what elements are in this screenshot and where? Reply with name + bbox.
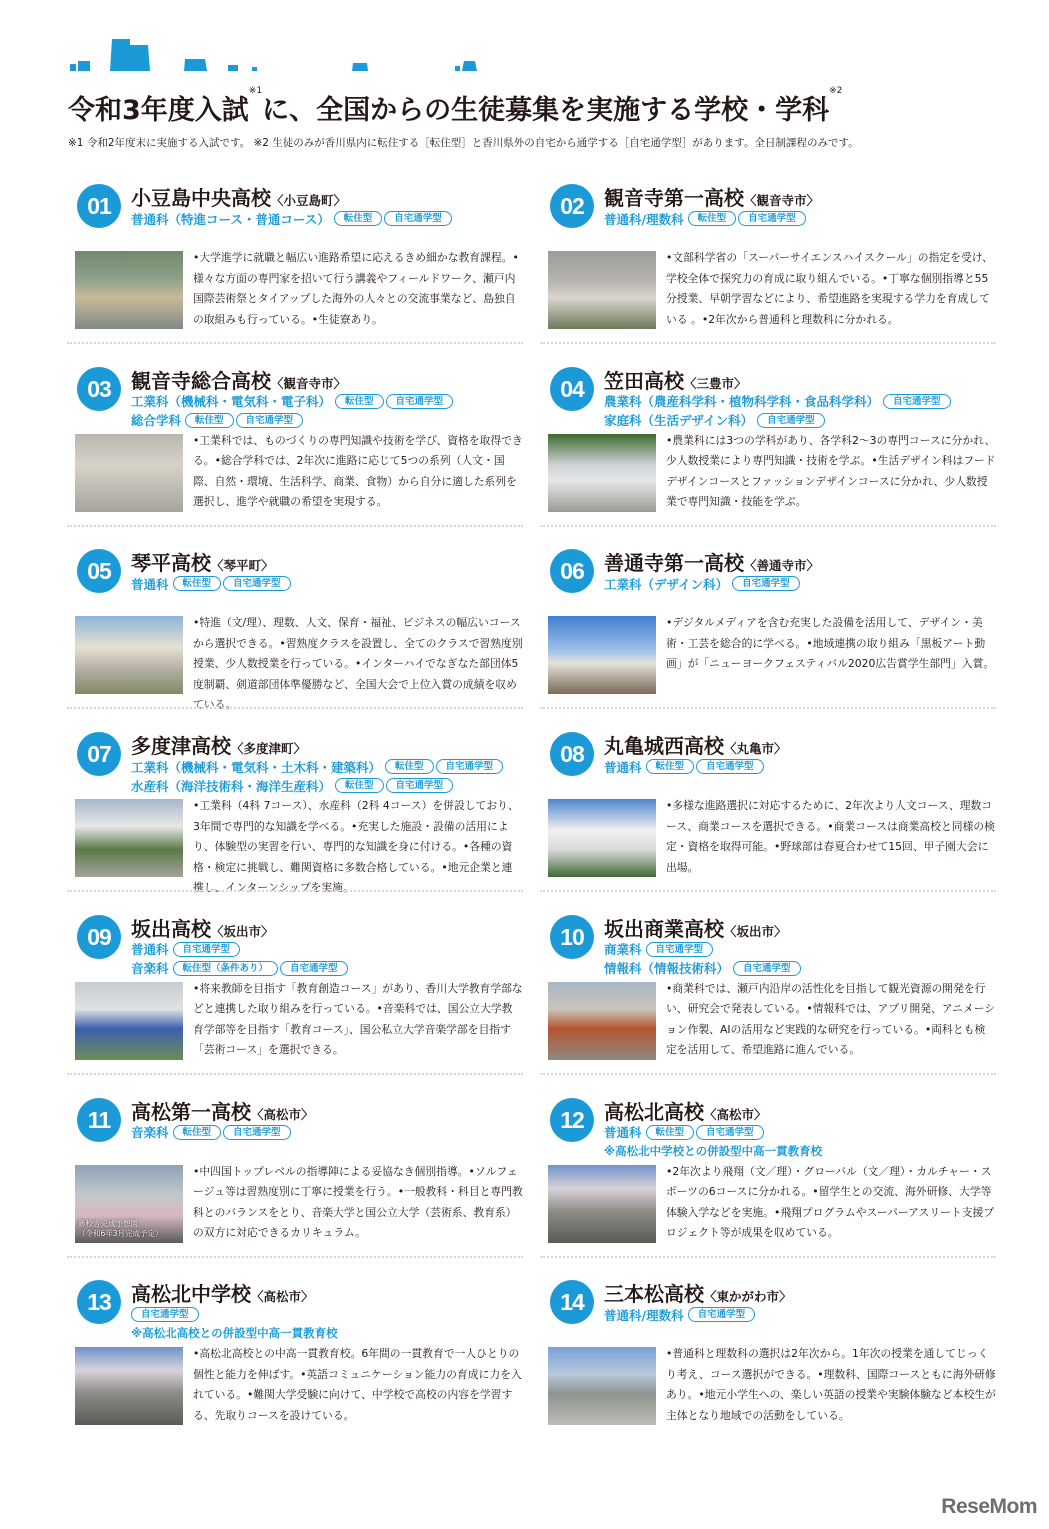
school-location: 〈東かがわ市〉 [704, 1289, 792, 1305]
department-row [604, 959, 803, 978]
department-name: 普通科 [604, 1125, 642, 1140]
department-row [604, 1305, 757, 1324]
photo-caption [78, 1219, 163, 1239]
school-description: •文部科学省の「スーパーサイエンスハイスクール」の指定を受け、学校全体で探究力の育成に取り組んでいる。•丁寧な個別指導と55分授業、早朝学習などにより、希望進路を実現する学力を育成している 。•2年次から普通科と理数科に分かれる。 [666, 251, 993, 326]
school-number-badge: 13 [77, 1280, 121, 1324]
school-name-text: 小豆島中央高校 [131, 186, 271, 210]
school-photo [548, 982, 656, 1060]
school-entry [75, 1092, 525, 1274]
school-photo [548, 799, 656, 877]
school-location: 〈善通寺市〉 [744, 558, 820, 574]
department-name: 工業科（機械科・電気科・電子科） [131, 394, 332, 410]
school-entry [548, 726, 998, 908]
admission-type-tag: 自宅通学型 [173, 942, 241, 957]
school-entry [75, 178, 525, 360]
school-number-badge: 03 [77, 367, 121, 411]
school-location: 〈坂出市〉 [211, 923, 274, 939]
school-name-text: 多度津高校 [131, 734, 231, 759]
school-entry [75, 909, 525, 1091]
admission-type-tag: 自宅通学型 [386, 394, 454, 409]
department-list [604, 1305, 757, 1324]
admission-type-tag: 転住型（条件あり） [173, 961, 279, 976]
school-name [131, 182, 346, 211]
admission-type-tag: 自宅通学型 [236, 413, 304, 428]
admission-type-tag: 自宅通学型 [757, 413, 825, 428]
admission-type-tag: 自宅通学型 [223, 1125, 291, 1140]
school-entry [548, 1092, 998, 1274]
title-part-2: に、全国からの生徒募集を実施する学校・学科 [262, 95, 830, 126]
admission-type-tag: 自宅通学型 [688, 1307, 756, 1322]
school-entry [548, 909, 998, 1091]
school-location: 〈高松市〉 [251, 1289, 314, 1305]
admission-type-tag: 自宅通学型 [732, 576, 800, 591]
school-description: •中四国トップレベルの指導陣による妥協なき個別指導。•ソルフェージュ等は習熟度別に丁寧に授業を行う。•一般教科・科目と専門教科とのバランスをとり、音楽大学と国公立大学（芸術系、教育系）の双方に対応できるカリキュラム。 [193, 1164, 523, 1239]
admission-type-tag: 転住型 [334, 211, 383, 226]
school-location: 〈観音寺市〉 [271, 375, 347, 391]
admission-type-tag: 自宅通学型 [223, 576, 291, 591]
admission-type-tag: 自宅通学型 [696, 1125, 764, 1140]
department-row [604, 757, 766, 776]
footnote-mark-1: ※1 [248, 86, 263, 96]
divider [540, 890, 996, 892]
school-name [604, 1278, 792, 1307]
department-list [604, 1123, 822, 1161]
admission-type-tag: 自宅通学型 [733, 961, 801, 976]
school-description: •デジタルメディアを含む充実した設備を活用して、デザイン・美術・工芸を総合的に学べる。•地域連携の取り組み「黒板アート動画」が「ニューヨークフェスティバル2020広告賞学生部門」入賞。 [666, 616, 995, 671]
school-description: •2年次より飛翔（文／理）・グローバル（文／理）・カルチャー・スポーツの6コースに分かれる。•留学生との交流、海外研修、大学等体験入学などを実施。•飛翔プログラムやスーパーアスリート支援プロジェクト等が成果を収めている。 [666, 1164, 995, 1239]
school-note: ※高松北高校との併設型中高一貫教育校 [131, 1326, 338, 1341]
admission-type-tag: 自宅通学型 [131, 1307, 199, 1322]
school-name-text: 観音寺総合高校 [131, 368, 271, 393]
department-name: 音楽科 [131, 1125, 169, 1140]
admission-type-tag: 転住型 [688, 211, 737, 226]
school-description: •普通科と理数科の選択は2年次から。1年次の授業を通してじっくり考え、コース選択ができる。•理数科、国際コースともに海外研修あり。•地元小学生への、楽しい英語の授業や実験体験など本校生が主体となり地域での活動をしている。 [666, 1347, 996, 1422]
school-name [604, 913, 787, 942]
department-list [131, 209, 454, 228]
school-note: ※高松北中学校との併設型中高一貫教育校 [604, 1143, 823, 1158]
school-name [604, 547, 819, 576]
admission-type-tag: 転住型 [173, 576, 222, 591]
department-list [131, 1123, 293, 1142]
school-name [604, 730, 787, 759]
divider [540, 525, 996, 527]
school-photo [548, 251, 656, 329]
school-name-text: 観音寺第一高校 [604, 186, 744, 210]
department-row [131, 757, 505, 776]
divider [67, 1073, 523, 1075]
admission-type-tag: 転住型 [335, 778, 384, 793]
school-number-badge: 12 [550, 1098, 594, 1142]
department-name: 家庭科（生活デザイン科） [604, 413, 754, 429]
department-row [131, 574, 293, 593]
school-number-badge: 08 [550, 732, 594, 776]
department-name: 水産科（海洋技術科・海洋生産科） [131, 778, 332, 794]
school-entry [75, 726, 525, 908]
divider [540, 707, 996, 709]
department-list [604, 574, 802, 593]
department-name: 情報科（情報技術科） [604, 961, 730, 977]
department-name: 普通科/理数科 [604, 211, 684, 227]
school-name-text: 坂出高校 [131, 916, 211, 941]
school-photo [75, 1165, 183, 1243]
school-name [131, 365, 346, 394]
school-description: •工業科（4科 7コース）、水産科（2科 4コース）を併設しており、3年間で専門的な知識を学べる。•充実した施設・設備の活用により、体験型の実習を行い、専門的な知識を身に付ける。•各種の資格・検定に挑戦し、難関資格に多数合格している。•地元企業と連携し、インターンシップを実施。 [193, 799, 519, 895]
department-list [131, 574, 293, 593]
school-number-badge: 10 [550, 915, 594, 959]
school-name [131, 1096, 314, 1125]
school-location: 〈琴平町〉 [211, 558, 274, 574]
admission-type-tag: 自宅通学型 [280, 961, 348, 976]
skyline-decoration [70, 36, 490, 72]
school-description: •特進（文/理）、理数、人文、保育・福祉、ビジネスの幅広いコースから選択できる。•習熟度クラスを設置し、全てのクラスで習熟度別授業、少人数授業を行っている。•インターハイでなぎなた部団体5度制覇、剣道部団体準優勝など、全国大会で上位入賞の成績を収めている。 [193, 616, 523, 712]
admission-type-tag: 転住型 [385, 759, 434, 774]
school-photo [75, 799, 183, 877]
divider [67, 707, 523, 709]
school-entry [548, 543, 998, 725]
department-list [604, 209, 808, 228]
department-list [131, 1305, 338, 1343]
department-row [604, 940, 803, 959]
department-name: 音楽科 [131, 961, 169, 977]
school-name [604, 1096, 767, 1125]
admission-type-tag: 自宅通学型 [386, 778, 454, 793]
school-name [131, 1278, 314, 1307]
divider [67, 1256, 523, 1258]
department-name: 普通科 [131, 576, 169, 592]
department-row [131, 940, 350, 959]
department-list [604, 757, 766, 776]
school-name [131, 547, 274, 576]
school-location: 〈多度津町〉 [231, 741, 307, 757]
school-name-text: 三本松高校 [604, 1282, 704, 1307]
school-number-badge: 07 [77, 732, 121, 776]
school-photo [548, 616, 656, 694]
department-row [604, 1123, 822, 1142]
school-location: 〈観音寺市〉 [744, 193, 820, 208]
school-number-badge: 05 [77, 549, 121, 593]
school-photo [548, 1165, 656, 1243]
school-name-text: 琴平高校 [131, 551, 211, 576]
divider [67, 525, 523, 527]
department-row [131, 1305, 338, 1324]
school-description: •大学進学に就職と幅広い進路希望に応えるきめ細かな教育課程。•様々な方面の専門家を招いて行う講義やフィールドワーク、瀬戸内国際芸術祭とタイアップした海外の人々との交流事業など、島独自の取組みも行っている。•生徒寮あり。 [193, 251, 519, 326]
school-description: •農業科には3つの学科があり、各学科2〜3の専門コースに分かれ、少人数授業により専門知識・技術を学ぶ。•生活デザイン科はフードデザインコースとファッションデザインコースに分かれ、少人数授業で専門知識・技能を学ぶ。 [666, 433, 996, 509]
school-location: 〈高松市〉 [251, 1106, 314, 1122]
school-entry [75, 543, 525, 725]
school-description: •多様な進路選択に対応するために、2年次より人文コース、理数コース、商業コースを選択できる。•商業コースは商業高校と同様の検定・資格を取得可能。•野球部は春夏合わせて15回、甲子園大会に出場。 [666, 799, 995, 874]
school-number-badge: 09 [77, 915, 121, 959]
school-name-text: 高松第一高校 [131, 1099, 251, 1124]
photo-caption-line: （令和6年3月完成予定） [78, 1228, 163, 1238]
school-entry [75, 361, 525, 543]
title-part-1: 令和3年度入試 [68, 95, 249, 126]
school-location: 〈高松市〉 [704, 1106, 767, 1122]
department-row [604, 411, 953, 430]
department-row [604, 209, 808, 228]
admission-type-tag: 転住型 [646, 1125, 695, 1140]
admission-type-tag: 転住型 [173, 1125, 222, 1140]
school-description: •将来教師を目指す「教育創造コース」があり、香川大学教育学部などと連携した取り組みを行っている。•音楽科では、国公立大学教育学部等を目指す「教育コース」、国公私立大学音楽学部を目指す「芸術コース」を選択できる。 [193, 981, 523, 1057]
department-row [131, 392, 455, 411]
divider [540, 342, 996, 344]
department-name: 普通科 [131, 942, 169, 958]
department-list [131, 757, 505, 795]
department-name: 農業科（農産科学科・植物科学科・食品科学科） [604, 394, 880, 410]
school-entry [75, 1274, 525, 1456]
department-name: 普通科 [604, 759, 642, 775]
school-photo [75, 434, 183, 512]
admission-type-tag: 自宅通学型 [646, 942, 714, 957]
school-description: •商業科では、瀬戸内沿岸の活性化を目指して観光資源の開発を行い、研究会で発表している。•情報科では、アプリ開発、アニメーション作製、AIの活用など実践的な研究を行っている。•両科とも検定を活用して、希望進路に進んでいる。 [666, 981, 996, 1057]
department-list [604, 940, 803, 978]
department-name: 商業科 [604, 942, 642, 958]
admission-type-tag: 自宅通学型 [436, 759, 504, 774]
admission-type-tag: 転住型 [335, 394, 384, 409]
department-name: 工業科（デザイン科） [604, 576, 729, 592]
school-entry [548, 361, 998, 543]
school-location: 〈三豊市〉 [684, 375, 747, 391]
school-photo [75, 982, 183, 1060]
school-location: 〈小豆島町〉 [271, 193, 347, 208]
department-list [604, 392, 953, 430]
admission-type-tag: 転住型 [646, 759, 695, 774]
school-name [131, 913, 274, 942]
school-name-text: 笠田高校 [604, 368, 684, 393]
school-photo [548, 434, 656, 512]
department-row [131, 776, 505, 795]
resemom-logo: ReseMom [941, 1495, 1037, 1518]
department-row [604, 392, 953, 411]
school-description: •高松北高校との中高一貫教育校。6年間の一貫教育で一人ひとりの個性と能力を伸ばす。•英語コミュニケーション能力の育成に力を入れている。•難関大学受験に向けて、中学校で高校の内容を学習する、先取りコースを設けている。 [193, 1347, 522, 1422]
photo-caption-line: 新校舎完成予想図 [78, 1218, 138, 1228]
school-number-badge: 14 [550, 1280, 594, 1324]
admission-type-tag: 自宅通学型 [696, 759, 764, 774]
admission-type-tag: 自宅通学型 [738, 211, 806, 226]
school-name-text: 高松北中学校 [131, 1282, 251, 1307]
school-name [604, 182, 819, 211]
school-description: •工業科では、ものづくりの専門知識や技術を学び、資格を取得できる。•総合学科では、2年次に進路に応じて5つの系列（人文・国際、自然・環境、生活科学、商業、食物）から自分に適した系列を選択し、進学や就職の希望を実現する。 [193, 433, 523, 509]
department-name: 普通科/理数科 [604, 1307, 684, 1323]
footnote-mark-2: ※2 [829, 86, 843, 96]
school-location: 〈丸亀市〉 [724, 741, 787, 757]
school-photo [75, 1347, 183, 1425]
department-row [131, 209, 454, 228]
page-title [68, 88, 842, 127]
department-row [131, 1123, 293, 1142]
school-photo [75, 616, 183, 694]
department-list [131, 940, 350, 978]
school-number-badge: 02 [550, 184, 594, 228]
school-name-text: 丸亀城西高校 [604, 734, 724, 759]
department-row [131, 959, 350, 978]
department-row [604, 574, 802, 593]
school-name-text: 高松北高校 [604, 1099, 704, 1124]
school-photo [548, 1347, 656, 1425]
divider [67, 890, 523, 892]
divider [67, 342, 523, 344]
department-name: 工業科（機械科・電気科・土木科・建築科） [131, 759, 382, 775]
school-name [604, 365, 747, 394]
school-name-text: 坂出商業高校 [604, 916, 724, 941]
school-number-badge: 11 [77, 1098, 121, 1142]
school-name [131, 730, 306, 759]
school-number-badge: 04 [550, 367, 594, 411]
divider [540, 1073, 996, 1075]
admission-type-tag: 転住型 [185, 413, 234, 428]
school-name-text: 善通寺第一高校 [604, 551, 744, 576]
divider [540, 1256, 996, 1258]
department-name: 普通科（特進コース・普通コース） [131, 211, 330, 227]
footnote: ※1 令和2年度末に実施する入試です。 ※2 生徒のみが香川県内に転住する［転住型］と香川県外の自宅から通学する［自宅通学型］があります。全日制課程のみです。 [68, 137, 859, 149]
admission-type-tag: 自宅通学型 [384, 211, 452, 226]
school-entry [548, 178, 998, 360]
school-photo [75, 251, 183, 329]
school-entry [548, 1274, 998, 1456]
school-number-badge: 06 [550, 549, 594, 593]
admission-type-tag: 自宅通学型 [883, 394, 951, 409]
department-name: 総合学科 [131, 413, 182, 429]
department-list [131, 392, 455, 430]
school-location: 〈坂出市〉 [724, 923, 787, 939]
school-number-badge: 01 [77, 184, 121, 228]
department-row [131, 411, 455, 430]
